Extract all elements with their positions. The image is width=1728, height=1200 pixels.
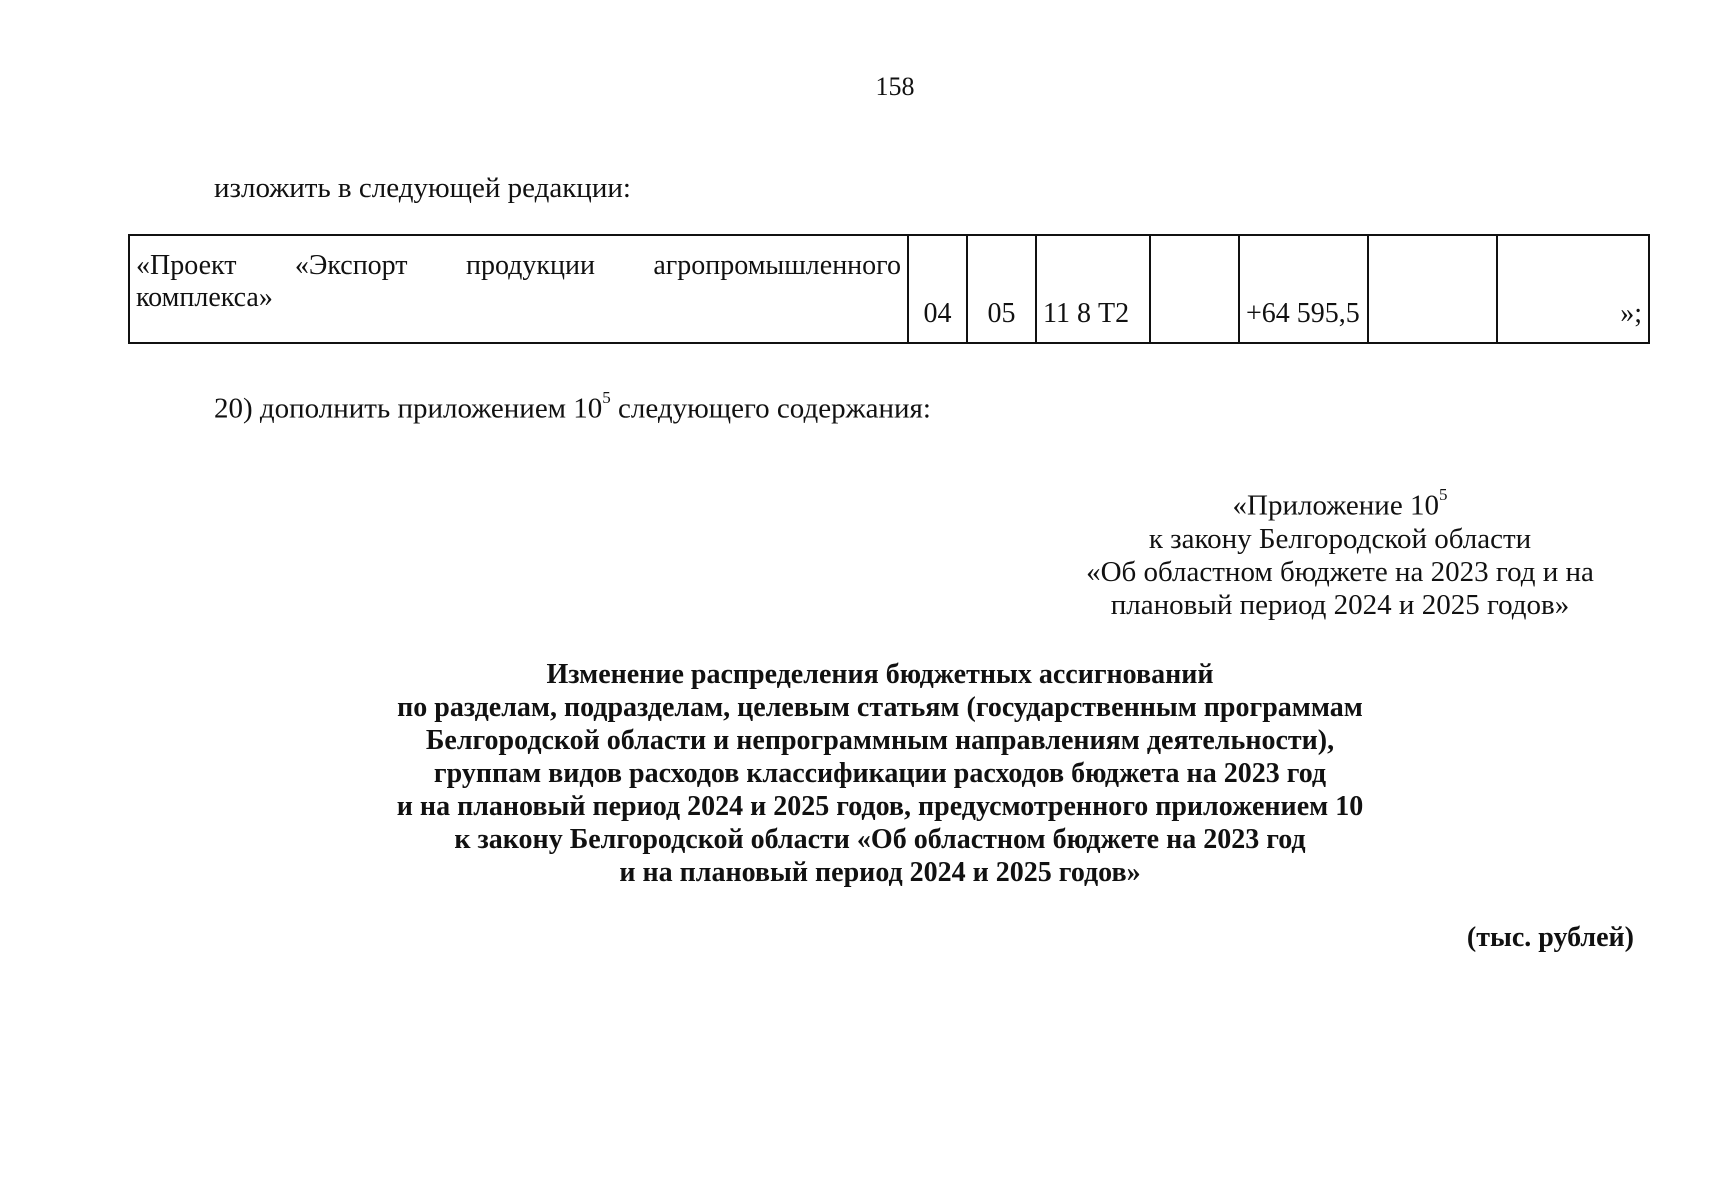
- name-word: продукции: [465, 250, 595, 281]
- intro-text: изложить в следующей редакции:: [214, 172, 631, 204]
- heading-line: Изменение распределения бюджетных ассигнований: [546, 659, 1214, 690]
- item-20-text: 20) дополнить приложением 10: [214, 392, 603, 425]
- appendix-title: «Приложение 10: [1232, 489, 1439, 522]
- name-word: «Проект: [136, 250, 237, 281]
- name-word: агропромышленного: [653, 250, 901, 281]
- cell-sum-2023: +64 595,5: [1239, 235, 1368, 343]
- name-word: «Экспорт: [294, 250, 408, 281]
- heading-line: по разделам, подразделам, целевым статьям (государственным программам: [397, 692, 1363, 723]
- item-20-text-after: следующего содержания:: [610, 392, 931, 425]
- amendment-table: [128, 234, 1650, 344]
- cell-celevaya-statya: 11 8 Т2: [1036, 235, 1150, 343]
- appendix-line-3: «Об областном бюджете на 2023 год и на: [1086, 555, 1594, 588]
- cell-name: [129, 235, 908, 343]
- item-20: [214, 388, 931, 426]
- appendix-line-1: [1060, 482, 1620, 523]
- heading-line: группам видов расходов классификации расходов бюджета на 2023 год: [433, 758, 1327, 789]
- item-20-sup: 5: [602, 388, 611, 407]
- cell-sum-2024: [1368, 235, 1497, 343]
- document-heading: [300, 658, 1460, 889]
- heading-line: Белгородской области и непрограммным направлениям деятельности),: [425, 725, 1335, 756]
- heading-line: к закону Белгородской области «Об областном бюджете на 2023 год: [454, 824, 1306, 855]
- appendix-sup: 5: [1438, 485, 1448, 504]
- cell-razdel: 04: [908, 235, 967, 343]
- cell-vid-rashodov: [1150, 235, 1239, 343]
- appendix-line-2: к закону Белгородской области: [1148, 522, 1532, 555]
- cell-sum-2025: »;: [1497, 235, 1649, 343]
- table-row: [129, 235, 1649, 343]
- cell-podrazdel: 05: [967, 235, 1036, 343]
- page-number: 158: [875, 72, 915, 101]
- heading-line: и на плановый период 2024 и 2025 годов, предусмотренного приложением 10: [396, 791, 1364, 822]
- appendix-line-4: плановый период 2024 и 2025 годов»: [1110, 588, 1570, 621]
- unit-label: (тыс. рублей): [1466, 922, 1634, 953]
- appendix-caption: [1060, 482, 1620, 622]
- name-line-2: комплекса»: [136, 282, 273, 313]
- heading-line: и на плановый период 2024 и 2025 годов»: [619, 857, 1141, 888]
